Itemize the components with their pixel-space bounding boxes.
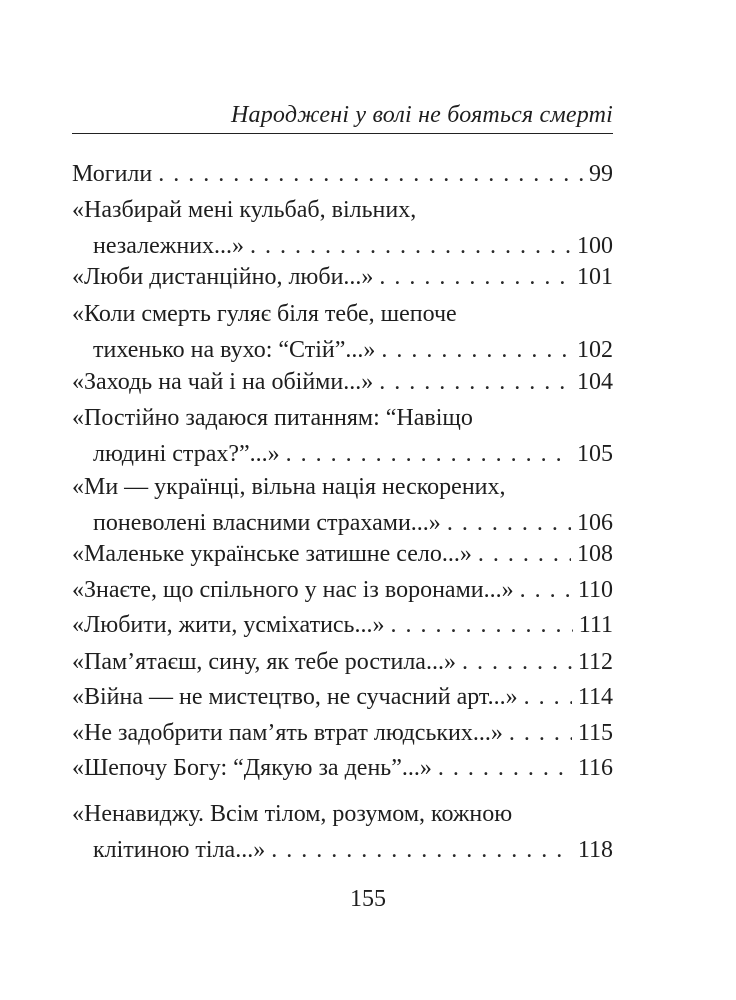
dot-leader: [271, 832, 572, 868]
toc-entry: [72, 607, 613, 643]
toc-entry: [72, 796, 613, 868]
dot-leader: [381, 332, 571, 368]
toc-entry-page: 104: [577, 369, 613, 395]
toc-entry-title-line1: «Постійно задаюся питанням: “Навіщо: [72, 405, 473, 431]
toc-entry-title: «Війна — не мистецтво, не сучасний арт...»: [72, 684, 518, 710]
dot-leader: [379, 364, 571, 400]
toc-entry-page: 116: [577, 755, 613, 781]
toc-entry: [72, 192, 613, 264]
toc-entry-title-line1: «Коли смерть гуляє біля тебе, шепоче: [72, 301, 457, 327]
toc-entry-title: «Люби дистанційно, люби...»: [72, 264, 374, 290]
toc-entry-title-line2: поневолені власними страхами...»: [93, 510, 441, 536]
dot-leader: [286, 436, 571, 472]
toc-entry-page: 118: [577, 837, 613, 863]
toc-entry-title-line2: людині страх?”...»: [93, 441, 280, 467]
toc-entry-title: «Любити, жити, усміхатись...»: [72, 612, 385, 638]
toc-entry-page: 114: [577, 684, 613, 710]
toc-entry: [72, 156, 613, 192]
toc-entry-title: «Маленьке українське затишне село...»: [72, 541, 472, 567]
toc-entry-title-line2: тихенько на вухо: “Стій”...»: [93, 337, 376, 363]
toc-entry-page: 108: [577, 541, 613, 567]
toc-entry: [72, 679, 613, 715]
toc-entry: [72, 536, 613, 572]
toc-entry: [72, 644, 613, 680]
toc-entry-page: 102: [577, 337, 613, 363]
toc-entry: [72, 750, 613, 786]
dot-leader: [158, 156, 583, 192]
toc-entry: [72, 364, 613, 400]
toc-entry: [72, 296, 613, 368]
header-rule: [72, 133, 613, 134]
dot-leader: [438, 750, 572, 786]
toc-entry-page: 101: [577, 264, 613, 290]
dot-leader: [524, 679, 572, 715]
toc-entry-title: «Знаєте, що спільного у нас із воронами...»: [72, 577, 514, 603]
toc-entry-page: 112: [577, 649, 613, 675]
toc-entry-title-line1: «Назбирай мені кульбаб, вільних,: [72, 197, 417, 223]
dot-leader: [509, 715, 572, 751]
toc-entry-title: Могили: [72, 161, 153, 187]
toc-entry-title: «Шепочу Богу: “Дякую за день”...»: [72, 755, 432, 781]
toc-entry-page: 105: [577, 441, 613, 467]
toc-entry-page: 99: [589, 161, 613, 187]
toc-entry-page: 115: [577, 720, 613, 746]
toc-entry-page: 110: [577, 577, 613, 603]
dot-leader: [478, 536, 571, 572]
toc-entry-title: «Заходь на чай і на обійми...»: [72, 369, 374, 395]
toc-entry-title-line2: клітиною тіла...»: [93, 837, 266, 863]
dot-leader: [391, 607, 573, 643]
dot-leader: [462, 644, 572, 680]
dot-leader: [520, 572, 572, 608]
running-title: Народжені у волі не бояться смерті: [231, 102, 613, 128]
toc-entry-title-line1: «Ми — українці, вільна нація нескорених,: [72, 474, 506, 500]
toc-entry-title-line2: незалежних...»: [93, 233, 245, 259]
toc-entry-page: 111: [578, 612, 613, 638]
toc-entry: [72, 259, 613, 295]
toc-entry: [72, 572, 613, 608]
toc-entry-page: 106: [577, 510, 613, 536]
toc-entry-page: 100: [577, 233, 613, 259]
toc-entry-title: «Пам’ятаєш, сину, як тебе ростила...»: [72, 649, 456, 675]
toc-entry-title-line1: «Ненавиджу. Всім тілом, розумом, кожною: [72, 801, 513, 827]
toc-entry-title: «Не задобрити пам’ять втрат людських...»: [72, 720, 503, 746]
toc-entry: [72, 715, 613, 751]
toc-entry: [72, 469, 613, 541]
dot-leader: [379, 259, 571, 295]
page-number: 155: [350, 886, 386, 912]
toc-entry: [72, 400, 613, 472]
